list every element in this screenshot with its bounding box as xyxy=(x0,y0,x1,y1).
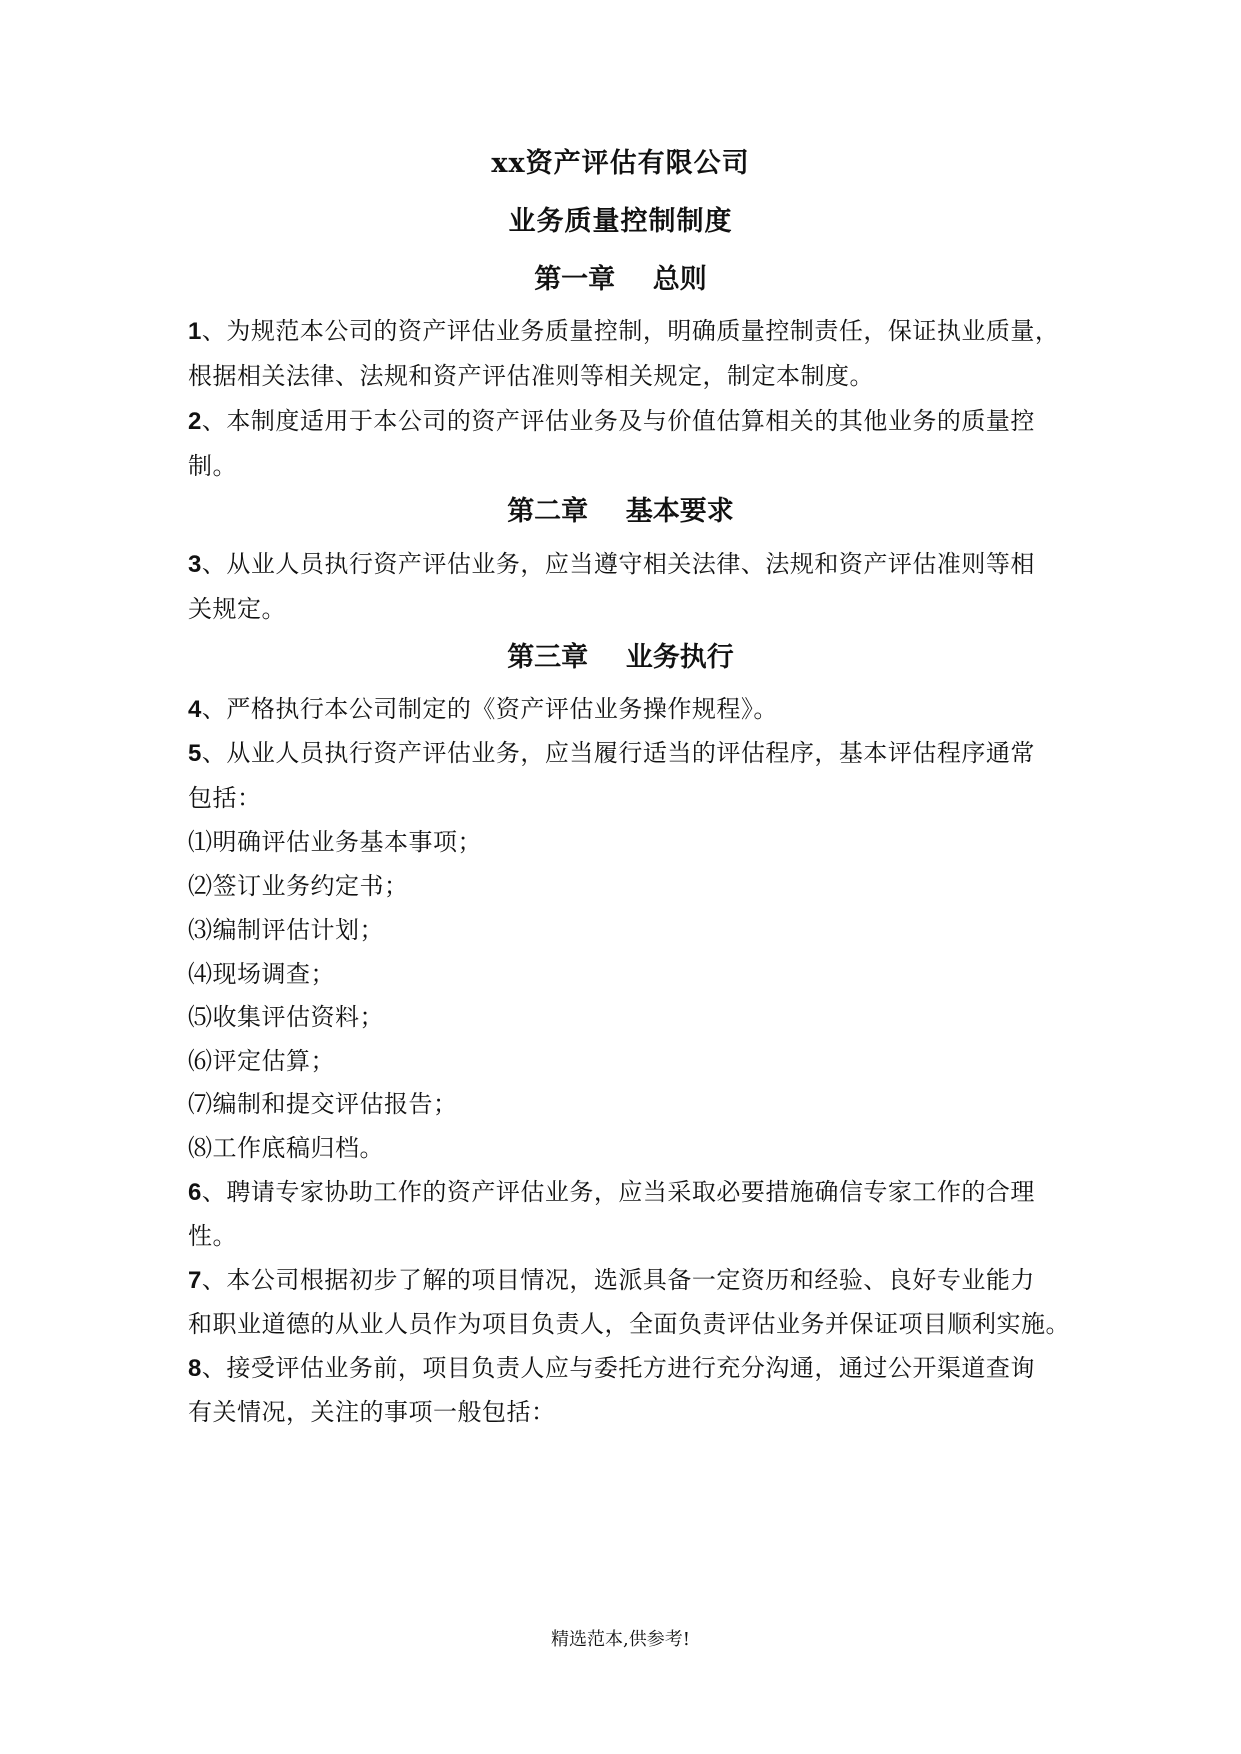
paragraph-3-line-2: 关规定。 xyxy=(188,595,286,623)
paragraph-number: 5 xyxy=(188,740,202,767)
page-footer: 精选范本,供参考! xyxy=(551,1629,690,1650)
chapter-3-heading: 第三章 业务执行 xyxy=(507,642,734,673)
paragraph-number: 8 xyxy=(188,1355,202,1382)
step-item-3: ⑶编制评估计划； xyxy=(188,916,384,944)
paragraph-2-line-2: 制。 xyxy=(188,452,237,480)
paragraph-number: 3 xyxy=(188,551,202,578)
paragraph-text: 、接受评估业务前，项目负责人应与委托方进行充分沟通，通过公开渠道查询 xyxy=(201,1354,1035,1382)
paragraph-text: 、为规范本公司的资产评估业务质量控制，明确质量控制责任，保证执业质量， xyxy=(201,317,1060,345)
paragraph-2-line-1 xyxy=(188,396,1068,447)
chapter-2-heading: 第二章 基本要求 xyxy=(507,496,734,527)
paragraph-text: 、本制度适用于本公司的资产评估业务及与价值估算相关的其他业务的质量控 xyxy=(201,407,1035,435)
paragraph-text: 、从业人员执行资产评估业务，应当遵守相关法律、法规和资产评估准则等相 xyxy=(201,550,1035,578)
paragraph-3-line-1 xyxy=(188,539,1068,590)
paragraph-number: 7 xyxy=(188,1267,202,1294)
paragraph-6-line-2: 性。 xyxy=(188,1222,237,1250)
paragraph-text: 、严格执行本公司制定的《资产评估业务操作规程》。 xyxy=(201,695,778,723)
step-item-2: ⑵签订业务约定书； xyxy=(188,872,409,900)
step-item-8: ⑻工作底稿归档。 xyxy=(188,1134,384,1162)
paragraph-1-line-1 xyxy=(188,306,1068,357)
paragraph-number: 6 xyxy=(188,1179,202,1206)
step-item-4: ⑷现场调查； xyxy=(188,960,335,988)
paragraph-number: 1 xyxy=(188,318,202,345)
paragraph-1-line-2: 根据相关法律、法规和资产评估准则等相关规定，制定本制度。 xyxy=(188,362,874,390)
document-title: 业务质量控制制度 xyxy=(508,206,733,237)
step-item-1: ⑴明确评估业务基本事项； xyxy=(188,828,482,856)
paragraph-8-line-2: 有关情况，关注的事项一般包括： xyxy=(188,1398,556,1426)
paragraph-number: 4 xyxy=(188,696,202,723)
paragraph-text: 、聘请专家协助工作的资产评估业务，应当采取必要措施确信专家工作的合理 xyxy=(201,1178,1035,1206)
step-item-7: ⑺编制和提交评估报告； xyxy=(188,1090,458,1118)
chapter-1-heading: 第一章 总则 xyxy=(534,264,707,295)
paragraph-5-line-1 xyxy=(188,728,1068,779)
paragraph-5-line-2: 包括： xyxy=(188,784,262,812)
paragraph-7-line-2: 和职业道德的从业人员作为项目负责人，全面负责评估业务并保证项目顺利实施。 xyxy=(188,1310,1070,1338)
step-item-5: ⑸收集评估资料； xyxy=(188,1003,384,1031)
step-item-6: ⑹评定估算； xyxy=(188,1047,335,1075)
paragraph-number: 2 xyxy=(188,408,202,435)
paragraph-text: 、从业人员执行资产评估业务，应当履行适当的评估程序，基本评估程序通常 xyxy=(201,739,1035,767)
company-title: xx资产评估有限公司 xyxy=(491,148,750,179)
paragraph-text: 、本公司根据初步了解的项目情况，选派具备一定资历和经验、良好专业能力 xyxy=(201,1266,1035,1294)
